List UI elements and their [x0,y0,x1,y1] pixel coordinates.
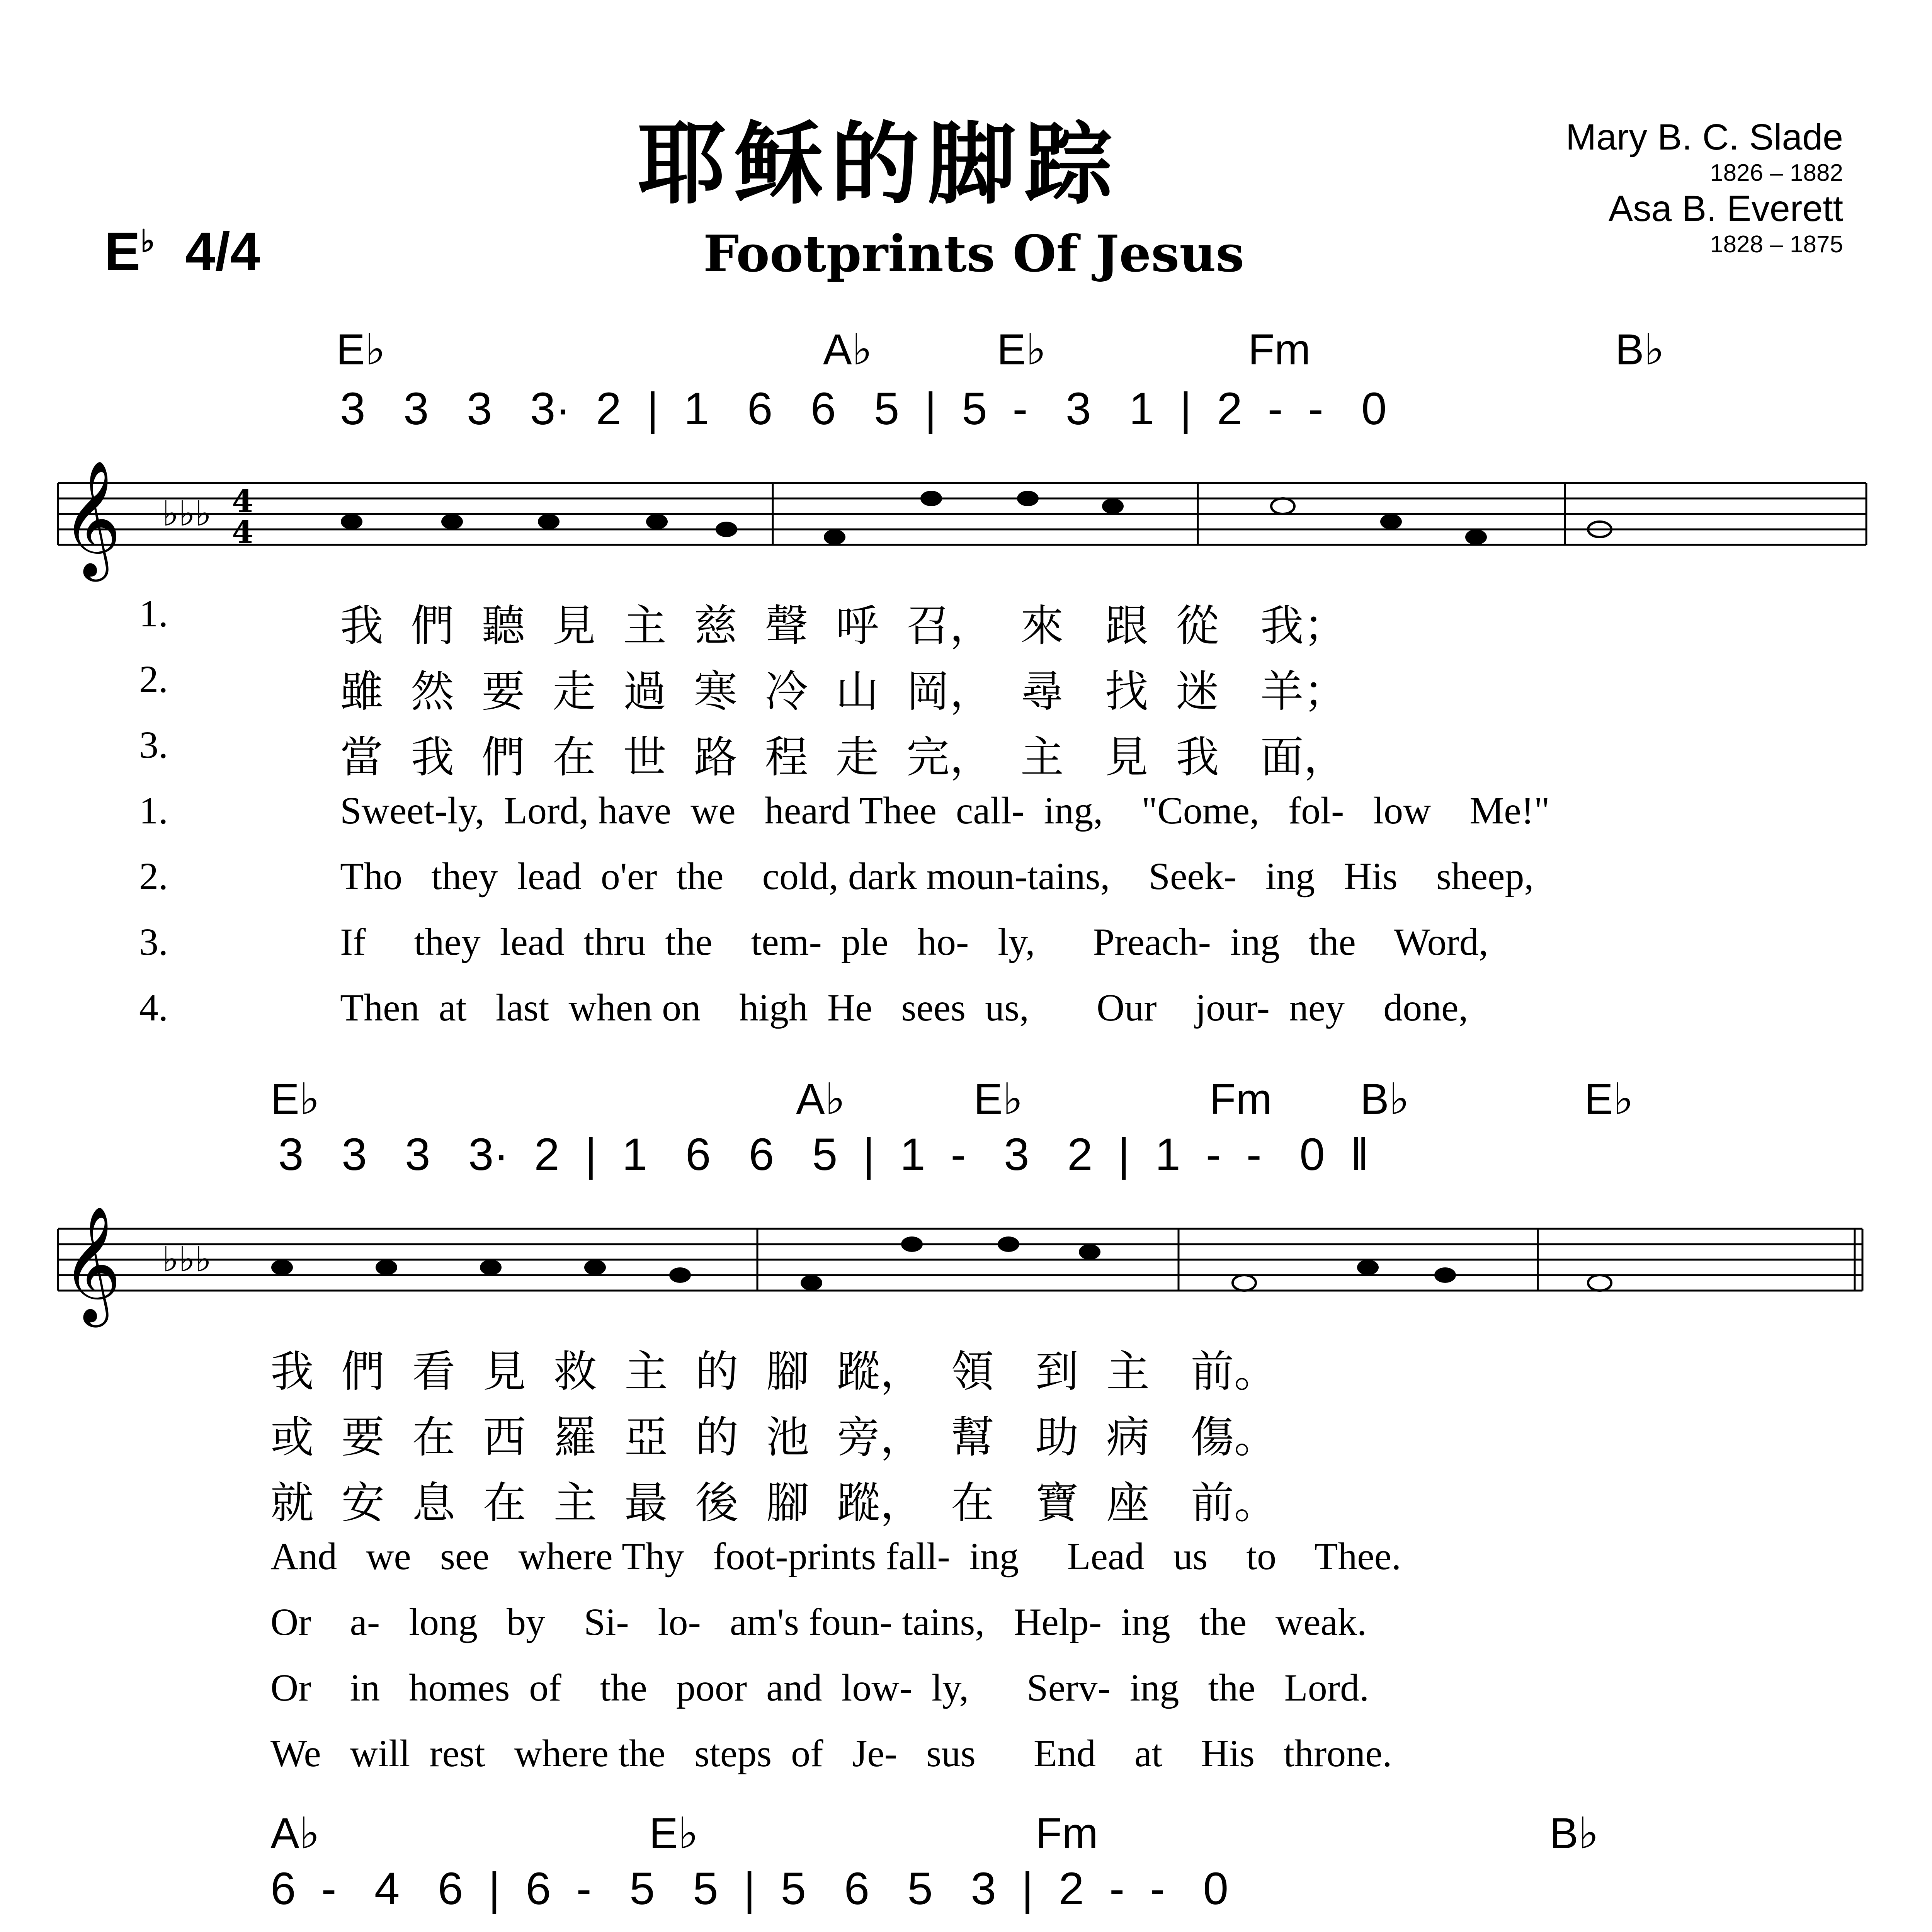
lyric-line: Or a- long by Si- lo- am's foun- tains, Help- ing the weak. [270,1600,1367,1643]
chord: A♭ [270,1809,320,1857]
chord: E♭ [974,1075,1023,1123]
svg-text:𝄞: 𝄞 [62,1206,121,1322]
verse-number: 4. [139,986,168,1029]
lyric-line: And we see where Thy foot-prints fall- ing Lead us to Thee. [270,1535,1401,1578]
chord: B♭ [1615,325,1665,374]
lyric-line: Or in homes of the poor and low- ly, Serv- ing the Lord. [270,1666,1369,1709]
staff-3 [0,1924,1932,1932]
svg-text:4: 4 [232,483,253,519]
lyric-line: 當 我 們 在 世 路 程 走 完， 主 見 我 面， [340,732,1347,782]
lyric-line: 我 們 聽 見 主 慈 聲 呼 召， 來 跟 從 我； [340,601,1347,651]
chord: B♭ [1360,1075,1410,1123]
verse-number: 1. [139,592,168,635]
staff-1 [0,444,1932,583]
staff-2 [0,1190,1932,1329]
lyricist-name: Mary B. C. Slade [1565,117,1843,158]
numbered-notation: 3 3 3 3· 2 | 1 6 6 5 | 1 - 3 2 | 1 - - 0 ‖ [278,1129,1369,1180]
verse-number: 1. [139,789,168,832]
composer-name: Asa B. Everett [1608,188,1843,229]
chord: Fm [1036,1809,1098,1857]
key-flat: ♭ [140,224,155,259]
chord: A♭ [796,1075,845,1123]
chord: E♭ [1584,1075,1634,1123]
chord: E♭ [649,1809,699,1857]
lyricist-years: 1826 – 1882 [1710,160,1843,186]
key-time-signature [104,220,260,283]
lyric-line: Then at last when on high He sees us, Our jour- ney done, [340,986,1468,1029]
time-signature: 4/4 [185,221,260,282]
chord: E♭ [336,325,386,374]
verse-number: 3. [139,920,168,963]
numbered-notation: 6 - 4 6 | 6 - 5 5 | 5 6 5 3 | 2 - - 0 [270,1863,1229,1914]
verse-number: 2. [139,855,168,898]
key: E [104,221,141,282]
chord: Fm [1248,325,1311,374]
chord: E♭ [270,1075,320,1123]
lyric-line: Tho they lead o'er the cold, dark moun-tains, Seek- ing His sheep, [340,855,1534,898]
lyric-line: If they lead thru the tem- ple ho- ly, Preach- ing the Word, [340,920,1488,963]
chord: E♭ [997,325,1046,374]
svg-text:4: 4 [232,514,253,550]
composer-years: 1828 – 1875 [1710,231,1843,258]
svg-text:𝄞: 𝄞 [62,460,121,577]
lyric-line: 就 安 息 在 主 最 後 腳 蹤， 在 寶 座 前。 [270,1478,1277,1528]
lyric-line: We will rest where the steps of Je- sus End at His throne. [270,1732,1392,1775]
lyric-line: 我 們 看 見 救 主 的 腳 蹤， 領 到 主 前。 [270,1347,1277,1397]
credits [1566,116,1843,259]
title-chinese: 耶稣的脚踪 [638,113,1121,216]
lyric-line: Sweet-ly, Lord, have we heard Thee call- ing, "Come, fol- low Me!" [340,789,1550,832]
numbered-notation: 3 3 3 3· 2 | 1 6 6 5 | 5 - 3 1 | 2 - - 0 [340,383,1387,434]
verse-number: 3. [139,723,168,766]
lyric-line: 或 要 在 西 羅 亞 的 池 旁， 幫 助 病 傷。 [270,1412,1277,1463]
chord: A♭ [823,325,872,374]
title-english: Footprints Of Jesus [703,224,1244,283]
svg-text:♭♭♭: ♭♭♭ [162,1239,212,1280]
lyric-line: 雖 然 要 走 過 寒 冷 山 岡， 尋 找 迷 羊； [340,667,1347,717]
chord: Fm [1209,1075,1272,1123]
svg-text:♭♭♭: ♭♭♭ [162,493,212,534]
chord: B♭ [1549,1809,1599,1857]
verse-number: 2. [139,658,168,701]
